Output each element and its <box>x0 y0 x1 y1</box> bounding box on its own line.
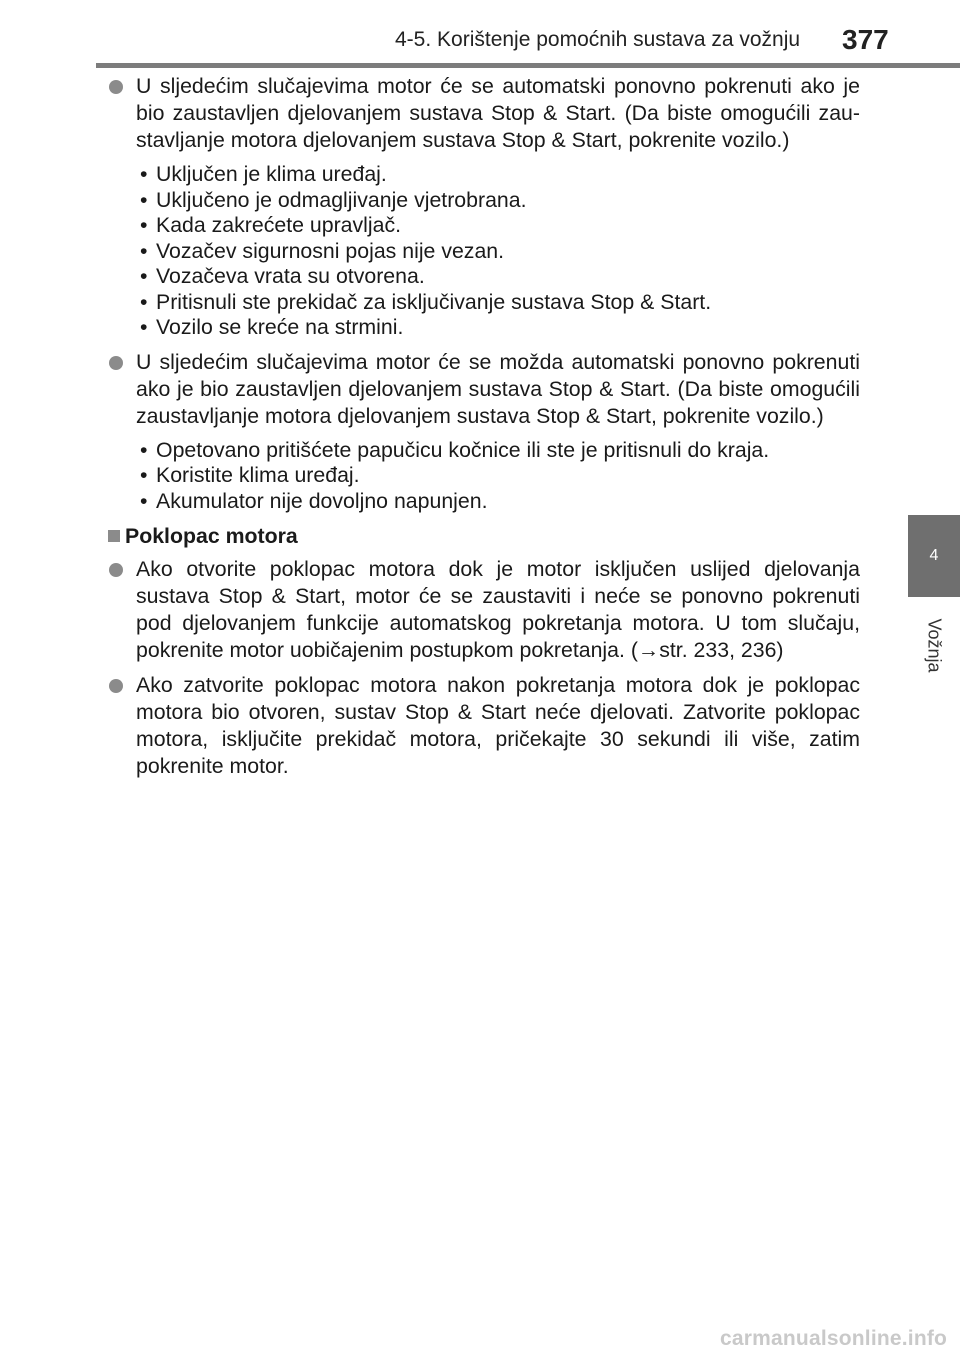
paragraph-text: Ako otvorite poklopac motora dok je motor isključen uslijed djelovanja sustava Stop & Start, motor će se zaustaviti i neće se ponovno pokrenuti pod djelovanjem funkcije automatskog pokretanja motora. U tom slučaju, pokrenite motor uobičajenim postupkom pokretanja. (→str. 233, 236) <box>136 557 860 662</box>
chapter-label-text: Vožnja <box>924 617 945 673</box>
bullet-circle-icon <box>109 563 123 577</box>
square-bullet-icon <box>108 530 120 542</box>
list-item: • Akumulator nije dovoljno napunjen. <box>140 489 860 515</box>
list-item: • Uključen je klima uređaj. <box>140 162 860 188</box>
bullet-circle-icon <box>109 356 123 370</box>
list-item: • Opetovano pritišćete papučicu kočnice ili ste je pritisnuli do kraja. <box>140 438 860 464</box>
section-title: 4-5. Korištenje pomoćnih sustava za vožnju <box>395 28 801 51</box>
bullet-list-conditions <box>108 162 860 341</box>
list-item: • Kada zakrećete upravljač. <box>140 213 860 239</box>
section-heading-text: Poklopac motora <box>125 524 298 548</box>
list-item: • Koristite klima uređaj. <box>140 463 860 489</box>
watermark: carmanualsonline.info <box>720 1327 948 1350</box>
bullet-list-possible-conditions <box>108 438 860 515</box>
paragraph-hood-open <box>108 556 860 664</box>
list-item: • Vozačev sigurnosni pojas nije vezan. <box>140 239 860 265</box>
bullet-circle-icon <box>109 679 123 693</box>
paragraph-text: U sljedećim slučajevima motor će se automatski ponovno pokrenuti ako je bio zaustavljen djelovanjem sustava Stop & Start. (Da biste omogućili zaustavljanje motora djelovanjem sustava Stop & Start, pokrenite vozilo.) <box>136 74 860 152</box>
paragraph-possible-restart <box>108 349 860 430</box>
bullet-circle-icon <box>109 80 123 94</box>
chapter-tab: 4 <box>908 515 960 597</box>
chapter-label <box>908 600 960 690</box>
paragraph-text: U sljedećim slučajevima motor će se možda automatski ponovno pokrenuti ako je bio zaustavljen djelovanjem sustava Stop & Start. (Da biste omogućili zaustavljanje motora djelovanjem sustava Stop & Start, pokrenite vozilo.) <box>136 349 860 428</box>
paragraph-hood-closed <box>108 672 860 780</box>
paragraph-text: Ako zatvorite poklopac motora nakon pokretanja motora dok je poklopac motora bio otvoren, sustav Stop & Start neće djelovati. Zatvorite poklopac motora, isključite prekidač motora, pričekajte 30 sekundi ili više, zatim pokrenite motor. <box>136 673 860 778</box>
header-divider <box>96 63 960 68</box>
list-item: • Uključeno je odmagljivanje vjetrobrana. <box>140 188 860 214</box>
list-item: • Vozačeva vrata su otvorena. <box>140 264 860 290</box>
page-number: 377 <box>842 24 889 55</box>
list-item: • Pritisnuli ste prekidač za isključivanje sustava Stop & Start. <box>140 290 860 316</box>
list-item: • Vozilo se kreće na strmini. <box>140 315 860 341</box>
page-content <box>108 73 860 788</box>
section-heading <box>97 522 860 550</box>
paragraph-auto-restart <box>108 73 860 154</box>
